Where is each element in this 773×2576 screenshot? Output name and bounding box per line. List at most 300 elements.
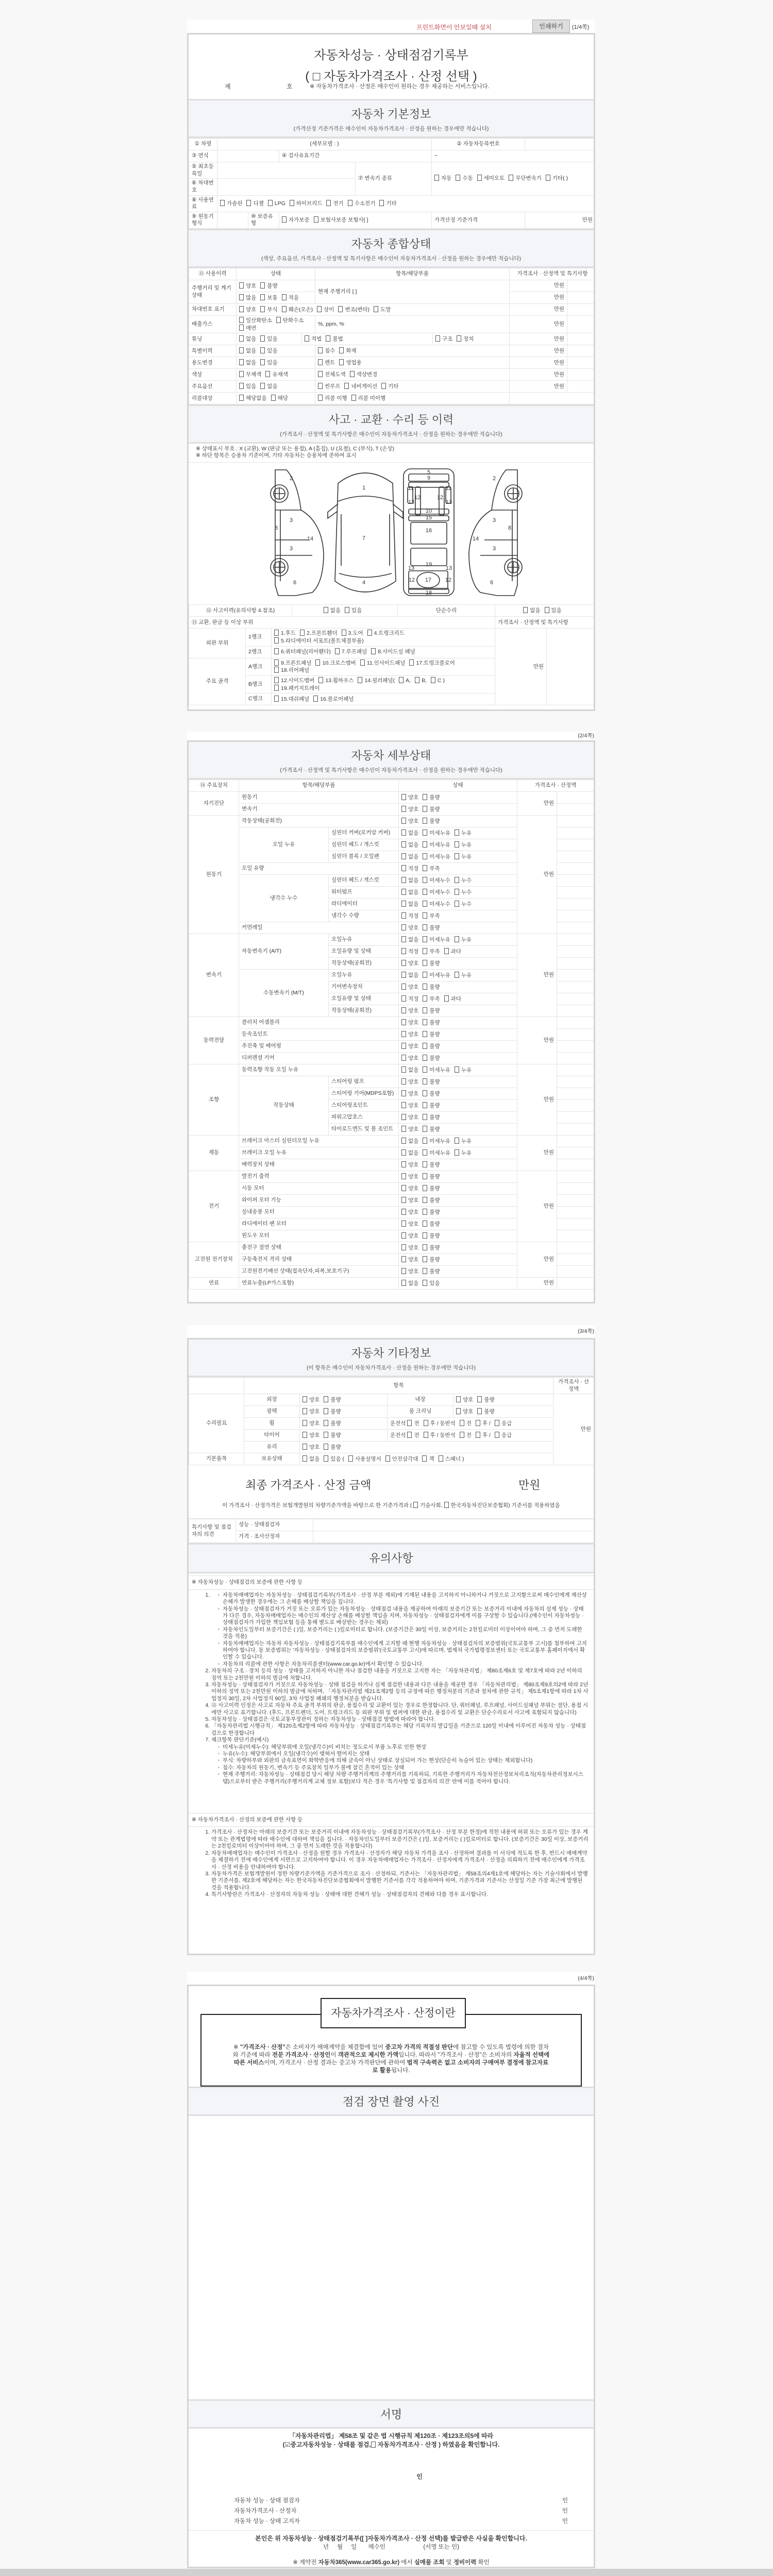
checkbox[interactable] [423, 995, 427, 1002]
checkbox[interactable] [423, 1007, 427, 1013]
checkbox-option[interactable] [401, 1161, 418, 1169]
checkbox[interactable] [239, 383, 244, 389]
checkbox[interactable] [423, 1209, 427, 1215]
checkbox-option[interactable] [423, 924, 440, 932]
checkbox-option[interactable] [274, 637, 364, 645]
checkbox-option[interactable] [431, 677, 445, 685]
checkbox-option[interactable] [455, 853, 472, 861]
checkbox[interactable] [423, 936, 427, 942]
checkbox-option[interactable] [305, 335, 322, 343]
checkbox[interactable] [401, 912, 406, 919]
checkbox[interactable] [371, 648, 376, 654]
checkbox[interactable] [401, 1149, 406, 1156]
checkbox-option[interactable] [423, 1114, 440, 1122]
checkbox-option[interactable] [401, 1221, 418, 1228]
checkbox[interactable] [423, 901, 427, 907]
checkbox[interactable] [282, 216, 287, 223]
checkbox-option[interactable] [401, 889, 418, 896]
checkbox-option[interactable] [239, 347, 256, 355]
checkbox-option[interactable] [423, 1055, 440, 1062]
checkbox[interactable] [424, 1432, 428, 1438]
checkbox[interactable] [239, 347, 244, 353]
checkbox[interactable] [477, 1408, 482, 1414]
checkbox-option[interactable] [423, 984, 440, 991]
checkbox-option[interactable] [303, 1396, 320, 1404]
checkbox[interactable] [401, 1066, 406, 1073]
checkbox[interactable] [455, 877, 459, 883]
checkbox-option[interactable] [455, 889, 472, 896]
checkbox[interactable] [260, 347, 265, 353]
checkbox-option[interactable] [455, 972, 472, 979]
checkbox-option[interactable] [401, 1209, 418, 1216]
checkbox[interactable] [274, 677, 279, 683]
checkbox-option[interactable] [423, 853, 450, 861]
checkbox-option[interactable] [423, 794, 440, 802]
checkbox-option[interactable] [338, 306, 369, 314]
checkbox-option[interactable] [439, 1455, 464, 1463]
checkbox-option[interactable] [324, 1444, 341, 1451]
checkbox-option[interactable] [495, 1420, 512, 1428]
checkbox[interactable] [326, 335, 330, 342]
checkbox-option[interactable] [423, 972, 450, 979]
checkbox-option[interactable] [246, 200, 263, 208]
checkbox[interactable] [401, 1126, 406, 1132]
checkbox[interactable] [456, 1408, 461, 1414]
checkbox[interactable] [282, 294, 287, 300]
checkbox-option[interactable] [401, 1102, 418, 1110]
checkbox[interactable] [239, 306, 244, 312]
checkbox[interactable] [401, 853, 406, 859]
checkbox-option[interactable] [260, 359, 277, 367]
checkbox[interactable] [348, 200, 352, 206]
checkbox-option[interactable] [460, 1420, 472, 1428]
checkbox[interactable] [318, 347, 323, 353]
checkbox[interactable] [476, 1432, 480, 1438]
checkbox-option[interactable] [455, 877, 472, 885]
checkbox-option[interactable] [239, 294, 256, 302]
checkbox-option[interactable] [444, 995, 461, 1003]
checkbox-option[interactable] [350, 371, 378, 379]
checkbox-option[interactable] [423, 818, 440, 825]
checkbox-option[interactable] [546, 175, 568, 182]
checkbox[interactable] [324, 1444, 328, 1450]
checkbox[interactable] [401, 889, 406, 895]
checkbox[interactable] [409, 659, 414, 666]
checkbox[interactable] [401, 1209, 406, 1215]
checkbox-option[interactable] [401, 1173, 418, 1181]
checkbox[interactable] [239, 282, 244, 289]
checkbox-option[interactable] [282, 216, 310, 224]
checkbox[interactable] [455, 889, 459, 895]
checkbox-option[interactable] [339, 347, 356, 355]
checkbox-option[interactable] [423, 889, 450, 896]
checkbox-option[interactable] [444, 948, 461, 956]
checkbox[interactable] [345, 607, 349, 613]
checkbox-option[interactable] [509, 175, 542, 182]
checkbox-option[interactable] [274, 630, 296, 637]
checkbox[interactable] [324, 1420, 328, 1426]
checkbox-option[interactable] [477, 1396, 494, 1404]
checkbox-option[interactable] [423, 960, 440, 968]
checkbox[interactable] [335, 648, 340, 654]
checkbox[interactable] [239, 294, 244, 300]
checkbox[interactable] [423, 1280, 427, 1286]
checkbox[interactable] [344, 383, 349, 389]
checkbox-option[interactable] [401, 972, 418, 979]
checkbox-option[interactable] [423, 1256, 440, 1264]
checkbox-option[interactable] [401, 853, 418, 861]
checkbox-option[interactable] [318, 395, 347, 402]
checkbox-option[interactable] [423, 1161, 440, 1169]
checkbox-option[interactable] [456, 175, 473, 182]
checkbox[interactable] [495, 1420, 499, 1426]
checkbox[interactable] [423, 984, 427, 990]
checkbox[interactable] [268, 200, 273, 206]
checkbox[interactable] [360, 659, 365, 666]
checkbox[interactable] [260, 335, 265, 342]
checkbox-option[interactable] [268, 200, 285, 208]
checkbox[interactable] [358, 677, 362, 683]
checkbox[interactable] [509, 175, 513, 181]
checkbox[interactable] [444, 948, 449, 954]
checkbox-option[interactable] [401, 841, 418, 849]
checkbox-option[interactable] [401, 1138, 418, 1145]
checkbox[interactable] [477, 1396, 482, 1402]
checkbox[interactable] [423, 1090, 427, 1096]
checkbox-option[interactable] [348, 1455, 381, 1463]
checkbox[interactable] [423, 1019, 427, 1025]
checkbox[interactable] [401, 818, 406, 824]
checkbox[interactable] [444, 1502, 449, 1508]
checkbox[interactable] [290, 200, 294, 206]
checkbox-option[interactable] [423, 829, 450, 837]
checkbox[interactable] [523, 607, 528, 613]
checkbox[interactable] [324, 1396, 328, 1402]
checkbox-option[interactable] [401, 877, 418, 885]
checkbox[interactable] [339, 359, 344, 365]
checkbox[interactable] [401, 1221, 406, 1227]
checkbox-option[interactable] [423, 1043, 440, 1050]
checkbox-option[interactable] [265, 371, 288, 379]
checkbox-option[interactable] [423, 1031, 440, 1039]
checkbox[interactable] [401, 1197, 406, 1203]
checkbox[interactable] [239, 359, 244, 365]
checkbox[interactable] [476, 1420, 480, 1426]
checkbox[interactable] [401, 877, 406, 883]
checkbox-option[interactable] [303, 1420, 320, 1428]
checkbox-option[interactable] [423, 912, 440, 920]
checkbox[interactable] [422, 1455, 427, 1462]
checkbox[interactable] [401, 1232, 406, 1239]
checkbox-option[interactable] [374, 306, 391, 314]
checkbox-option[interactable] [401, 1126, 418, 1133]
checkbox-option[interactable] [423, 1102, 440, 1110]
checkbox[interactable] [423, 1268, 427, 1274]
checkbox[interactable] [401, 829, 406, 836]
checkbox[interactable] [423, 794, 427, 800]
checkbox[interactable] [423, 1031, 427, 1037]
checkbox-option[interactable] [303, 1408, 320, 1416]
checkbox-option[interactable] [455, 1138, 472, 1145]
checkbox[interactable] [260, 306, 265, 312]
checkbox[interactable] [401, 1019, 406, 1025]
checkbox-option[interactable] [401, 1007, 418, 1015]
checkbox[interactable] [455, 841, 459, 848]
checkbox[interactable] [315, 659, 320, 666]
checkbox[interactable] [423, 853, 427, 859]
checkbox-option[interactable] [455, 841, 472, 849]
checkbox[interactable] [456, 1396, 461, 1402]
checkbox-option[interactable] [401, 1055, 418, 1062]
checkbox-option[interactable] [423, 865, 440, 873]
checkbox[interactable] [401, 806, 406, 812]
checkbox-option[interactable] [344, 383, 377, 391]
checkbox[interactable] [314, 216, 318, 223]
checkbox-option[interactable] [423, 936, 450, 944]
checkbox[interactable] [401, 1078, 406, 1084]
checkbox-option[interactable] [407, 1432, 419, 1439]
checkbox-option[interactable] [423, 1244, 440, 1252]
checkbox-option[interactable] [326, 200, 343, 208]
checkbox[interactable] [455, 829, 459, 836]
checkbox[interactable] [423, 960, 427, 966]
checkbox[interactable] [423, 841, 427, 848]
checkbox-option[interactable] [401, 1031, 418, 1039]
checkbox[interactable] [399, 677, 404, 683]
checkbox-option[interactable] [274, 696, 309, 703]
checkbox-option[interactable] [401, 924, 418, 932]
checkbox-option[interactable] [318, 347, 335, 355]
checkbox[interactable] [455, 1138, 459, 1144]
checkbox[interactable] [274, 630, 279, 636]
checkbox-option[interactable] [274, 648, 331, 656]
checkbox-option[interactable] [401, 794, 418, 802]
checkbox[interactable] [379, 200, 384, 206]
checkbox[interactable] [401, 948, 406, 954]
checkbox-option[interactable] [282, 306, 313, 314]
checkbox[interactable] [324, 1408, 328, 1414]
checkbox[interactable] [220, 200, 225, 206]
checkbox-option[interactable] [423, 995, 440, 1003]
checkbox-option[interactable] [401, 1232, 418, 1240]
checkbox-option[interactable] [324, 1432, 341, 1439]
checkbox-option[interactable] [423, 1268, 440, 1276]
checkbox[interactable] [423, 1232, 427, 1239]
checkbox-option[interactable] [423, 901, 450, 908]
checkbox[interactable] [423, 1221, 427, 1227]
checkbox-option[interactable] [318, 677, 354, 685]
checkbox[interactable] [455, 936, 459, 942]
checkbox-option[interactable] [318, 371, 346, 379]
checkbox-option[interactable] [477, 1408, 494, 1416]
checkbox[interactable] [401, 794, 406, 800]
checkbox[interactable] [342, 630, 346, 636]
checkbox[interactable] [401, 1055, 406, 1061]
checkbox-option[interactable] [401, 829, 418, 837]
checkbox[interactable] [303, 1444, 307, 1450]
checkbox[interactable] [350, 371, 355, 377]
checkbox-option[interactable] [401, 806, 418, 814]
checkbox[interactable] [239, 371, 244, 377]
checkbox[interactable] [300, 630, 305, 636]
checkbox-option[interactable] [407, 1420, 419, 1428]
checkbox-option[interactable] [371, 648, 415, 656]
checkbox[interactable] [401, 865, 406, 871]
checkbox[interactable] [401, 924, 406, 930]
checkbox-option[interactable] [423, 1232, 440, 1240]
checkbox-option[interactable] [260, 383, 277, 391]
checkbox-option[interactable] [348, 200, 376, 208]
checkbox-option[interactable] [423, 806, 440, 814]
checkbox-option[interactable] [477, 175, 505, 182]
checkbox[interactable] [407, 1432, 412, 1438]
checkbox[interactable] [303, 1396, 307, 1402]
checkbox-option[interactable] [300, 630, 337, 637]
checkbox[interactable] [423, 948, 427, 954]
checkbox-option[interactable] [324, 607, 341, 615]
checkbox[interactable] [415, 677, 419, 683]
checkbox-option[interactable] [239, 306, 256, 314]
checkbox[interactable] [546, 175, 550, 181]
checkbox[interactable] [303, 1455, 307, 1462]
checkbox-option[interactable] [422, 1455, 434, 1463]
checkbox-option[interactable] [423, 1185, 440, 1193]
checkbox[interactable] [401, 960, 406, 966]
checkbox[interactable] [318, 371, 323, 377]
checkbox-option[interactable] [423, 1138, 450, 1145]
checkbox[interactable] [455, 1066, 459, 1073]
checkbox[interactable] [326, 200, 331, 206]
checkbox-option[interactable] [324, 1455, 344, 1463]
checkbox-option[interactable] [401, 1185, 418, 1193]
checkbox[interactable] [423, 924, 427, 930]
checkbox-option[interactable] [324, 1408, 341, 1416]
checkbox[interactable] [423, 889, 427, 895]
checkbox[interactable] [260, 282, 265, 289]
checkbox-option[interactable] [260, 306, 277, 314]
checkbox[interactable] [324, 1432, 328, 1438]
checkbox[interactable] [274, 637, 279, 643]
checkbox-option[interactable] [423, 1149, 450, 1157]
checkbox[interactable] [423, 1256, 427, 1262]
checkbox-option[interactable] [495, 1432, 512, 1439]
checkbox[interactable] [274, 648, 279, 654]
checkbox-option[interactable] [424, 1420, 456, 1428]
checkbox[interactable] [423, 806, 427, 812]
checkbox[interactable] [457, 335, 461, 342]
checkbox-option[interactable] [423, 877, 450, 885]
checkbox-option[interactable] [239, 317, 272, 325]
checkbox-option[interactable] [260, 347, 277, 355]
checkbox[interactable] [239, 317, 244, 323]
checkbox[interactable] [317, 306, 322, 312]
checkbox-option[interactable] [315, 659, 356, 667]
checkbox[interactable] [455, 901, 459, 907]
checkbox[interactable] [423, 1161, 427, 1167]
checkbox[interactable] [401, 936, 406, 942]
checkbox-option[interactable] [401, 995, 418, 1003]
checkbox[interactable] [303, 1432, 307, 1438]
checkbox[interactable] [274, 659, 279, 666]
checkbox-option[interactable] [401, 901, 418, 908]
checkbox[interactable] [434, 175, 439, 181]
checkbox[interactable] [435, 335, 440, 342]
checkbox-option[interactable] [455, 1149, 472, 1157]
checkbox[interactable] [401, 1007, 406, 1013]
checkbox-option[interactable] [457, 335, 474, 343]
checkbox[interactable] [348, 1455, 353, 1462]
checkbox-option[interactable] [239, 282, 256, 290]
checkbox[interactable] [423, 1102, 427, 1108]
checkbox-option[interactable] [313, 696, 354, 703]
checkbox-option[interactable] [401, 1114, 418, 1122]
checkbox[interactable] [423, 1244, 427, 1250]
checkbox[interactable] [271, 395, 276, 401]
checkbox[interactable] [274, 696, 279, 702]
checkbox-option[interactable] [401, 1244, 418, 1252]
checkbox-option[interactable] [423, 1090, 440, 1098]
checkbox[interactable] [401, 1102, 406, 1108]
checkbox-option[interactable] [274, 667, 309, 674]
checkbox-option[interactable] [379, 200, 396, 208]
checkbox[interactable] [401, 1161, 406, 1167]
checkbox-option[interactable] [271, 395, 288, 402]
checkbox-option[interactable] [220, 200, 242, 208]
checkbox-option[interactable] [435, 335, 452, 343]
checkbox[interactable] [239, 335, 244, 342]
checkbox[interactable] [423, 1114, 427, 1120]
print-button[interactable]: 인쇄하기 [532, 20, 570, 33]
checkbox[interactable] [303, 1420, 307, 1426]
checkbox[interactable] [318, 383, 323, 389]
checkbox-option[interactable] [456, 1408, 473, 1416]
checkbox[interactable] [423, 1055, 427, 1061]
checkbox[interactable] [401, 1173, 406, 1179]
checkbox[interactable] [313, 696, 318, 702]
checkbox-option[interactable] [324, 1420, 341, 1428]
checkbox[interactable] [339, 347, 344, 353]
checkbox-option[interactable] [239, 371, 261, 379]
checkbox[interactable] [423, 972, 427, 978]
checkbox-option[interactable] [523, 607, 540, 615]
checkbox[interactable] [305, 335, 309, 342]
checkbox-option[interactable] [423, 1221, 440, 1228]
checkbox-option[interactable] [318, 359, 335, 367]
checkbox[interactable] [260, 359, 265, 365]
checkbox[interactable] [423, 1138, 427, 1144]
checkbox[interactable] [401, 995, 406, 1002]
checkbox[interactable] [303, 1408, 307, 1414]
checkbox-option[interactable] [476, 1432, 491, 1439]
checkbox[interactable] [282, 306, 287, 312]
checkbox[interactable] [401, 1043, 406, 1049]
checkbox-option[interactable] [239, 395, 267, 402]
checkbox-option[interactable] [303, 1432, 320, 1439]
checkbox-option[interactable] [290, 200, 323, 208]
checkbox[interactable] [423, 1197, 427, 1203]
checkbox-option[interactable] [345, 607, 362, 615]
checkbox[interactable] [401, 841, 406, 848]
checkbox[interactable] [455, 1149, 459, 1156]
checkbox-option[interactable] [455, 901, 472, 908]
checkbox-option[interactable] [423, 1066, 450, 1074]
checkbox[interactable] [401, 1031, 406, 1037]
checkbox[interactable] [401, 1244, 406, 1250]
checkbox-option[interactable] [260, 335, 277, 343]
checkbox[interactable] [444, 995, 449, 1002]
checkbox-option[interactable] [314, 216, 368, 224]
checkbox-option[interactable] [239, 325, 256, 332]
